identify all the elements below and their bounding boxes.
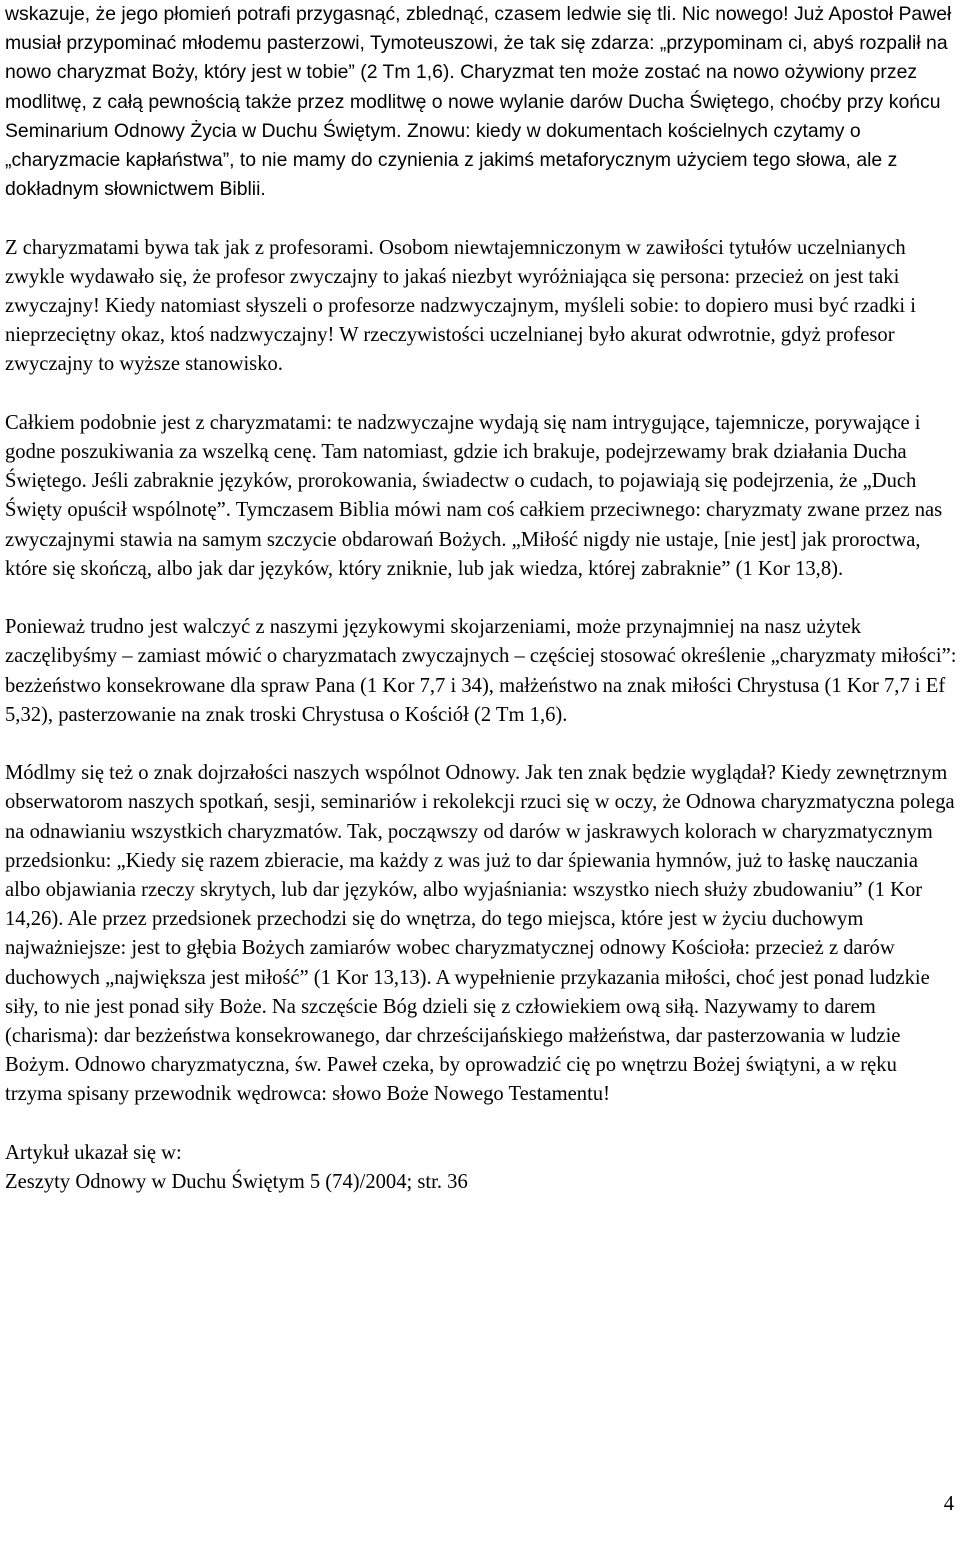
paragraph-5 <box>5 759 957 1109</box>
paragraph-text: Całkiem podobnie jest z charyzmatami: te nadzwyczajne wydają się nam intrygujące, tajemnicze, porywające i godne poszukiwania za wszelką cenę. Tam natomiast, gdzie ich brakuje, podejrzewamy brak działania Ducha Świętego. Jeśli zabraknie języków, prorokowania, świadectw o cudach, to pojawiają się podejrzenia, że „Duch Święty opuścił wspólnotę”. Tymczasem Biblia mówi nam coś całkiem przeciwnego: charyzmaty zwane przez nas zwyczajnymi stawia na samym szczycie obdarowań Bożych. „Miłość nigdy nie ustaje, [nie jest] jak proroctwa, które się skończą, albo jak dar języków, który zniknie, lub jak wiedza, której zabraknie” (1 Kor 13,8). <box>5 411 943 580</box>
article-body <box>5 0 957 1197</box>
paragraph-3 <box>5 409 957 584</box>
paragraph-text: wskazuje, że jego płomień potrafi przygasnąć, zblednąć, czasem ledwie się tli. Nic nowego! Już Apostoł Paweł musiał przypominać młodemu pasterzowi, Tymoteuszowi, że tak się zdarza: „przypominam ci, abyś rozpalił na nowo charyzmat Boży, który jest w tobie” (2 Tm 1,6). Charyzmat ten może zostać na nowo ożywiony przez modlitwę, z całą pewnością także przez modlitwę o nowe wylanie darów Ducha Świętego, choćby przy końcu Seminarium Odnowy Życia w Duchu Świętym. Znowu: kiedy w dokumentach kościelnych czytamy o „charyzmacie kapłaństwa”, to nie mamy do czynienia z jakimś metaforycznym użyciem tego słowa, ale z dokładnym słownictwem Biblii. <box>5 3 952 201</box>
source-note <box>5 1139 957 1197</box>
paragraph-1 <box>5 0 957 204</box>
source-citation: Zeszyty Odnowy w Duchu Świętym 5 (74)/2004; str. 36 <box>5 1171 468 1194</box>
paragraph-4 <box>5 613 957 730</box>
page-number: 4 <box>943 1493 954 1515</box>
paragraph-text: Z charyzmatami bywa tak jak z profesorami. Osobom niewtajemniczonym w zawiłości tytułów uczelnianych zwykle wydawało się, że profesor zwyczajny to jakaś niezbyt wyróżniająca się persona: przecież on jest taki zwyczajny! Kiedy natomiast słyszeli o profesorze nadzwyczajnym, myśleli sobie: to dopiero musi być rzadki i nieprzeciętny okaz, ktoś nadzwyczajny! W rzeczywistości uczelnianej było akurat odwrotnie, gdyż profesor zwyczajny to wyższe stanowisko. <box>5 236 917 376</box>
paragraph-text: Ponieważ trudno jest walczyć z naszymi językowymi skojarzeniami, może przynajmniej na nasz użytek zaczęlibyśmy – zamiast mówić o charyzmatach zwyczajnych – częściej stosować określenie „charyzmaty miłości”: bezżeństwo konsekrowane dla spraw Pana (1 Kor 7,7 i 34), małżeństwo na znak miłości Chrystusa (1 Kor 7,7 i Ef 5,32), pasterzowanie na znak troski Chrystusa o Kościół (2 Tm 1,6). <box>5 616 957 726</box>
paragraph-2 <box>5 234 957 380</box>
paragraph-text: Módlmy się też o znak dojrzałości naszych wspólnot Odnowy. Jak ten znak będzie wyglądał? Kiedy zewnętrznym obserwatorom naszych spotkań, sesji, seminariów i rekolekcji rzuci się w oczy, że Odnowa charyzmatyczna polega na odnawianiu wszystkich charyzmatów. Tak, począwszy od darów w jaskrawych kolorach w charyzmatycznym przedsionku: „Kiedy się razem zbieracie, ma każdy z was już to dar śpiewania hymnów, już to łaskę nauczania albo objawiania rzeczy skrytych, lub dar języków, albo wyjaśniania: wszystko niech służy zbudowaniu” (1 Kor 14,26). Ale przez przedsionek przechodzi się do wnętrza, do tego miejsca, które jest w życiu duchowym najważniejsze: jest to głębia Bożych zamiarów wobec charyzmatycznej odnowy Kościoła: przecież z darów duchowych „największa jest miłość” (1 Kor 13,13). A wypełnienie przykazania miłości, choć jest ponad ludzkie siły, to nie jest ponad siły Boże. Na szczęście Bóg dzieli się z człowiekiem ową siłą. Nazywamy to darem (charisma): dar bezżeństwa konsekrowanego, dar chrześcijańskiego małżeństwa, dar pasterzowania w ludzie Bożym. Odnowo charyzmatyczna, św. Paweł czeka, by oprowadzić cię po wnętrzu Bożej świątyni, a w ręku trzyma spisany przewodnik wędrowca: słowo Boże Nowego Testamentu! <box>5 762 955 1106</box>
source-intro: Artykuł ukazał się w: <box>5 1141 182 1164</box>
